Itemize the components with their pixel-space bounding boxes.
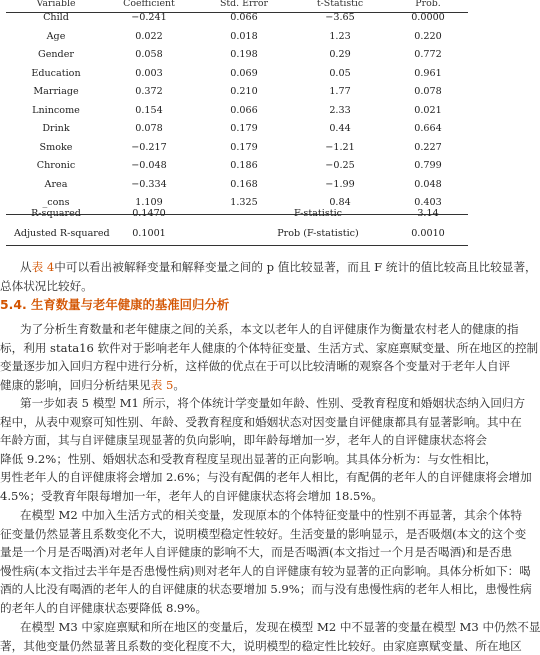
table-4-link[interactable]: 表 4 — [31, 260, 55, 274]
std-error-cell: 0.066 — [230, 12, 258, 23]
paragraph-line: 4.5%；受教育年限每增加一年，老年人的自评健康状态将会增加 18.5%。 — [0, 488, 384, 503]
header-std-error: Std. Error — [219, 0, 269, 9]
prob-cell: 0.961 — [414, 67, 442, 79]
std-error-cell: 0.168 — [230, 178, 258, 190]
header-coefficient: Coefficient — [123, 0, 175, 9]
stat-label: Prob (F-statistic) — [277, 228, 359, 239]
paragraph-line: 变量逐步加入回归方程中进行分析，这样做的优点在于可以比较清晰的观察各个变量对于老年人自评 — [0, 359, 511, 374]
paragraph-line: 年龄方面，其与自评健康呈现显著的负向影响，即年龄每增加一岁，老年人的自评健康状态将会 — [0, 433, 487, 448]
t-statistic-cell: 1.23 — [329, 30, 351, 42]
regression-table — [0, 0, 474, 239]
table-row — [0, 176, 474, 195]
stat-value: 0.1001 — [132, 228, 166, 239]
paragraph-line: 男性老年人的自评健康将会增加 2.6%；与没有配偶的老年人相比，有配偶的老年人的自评健康将会增加 — [0, 470, 532, 485]
header-t-statistic: t-Statistic — [316, 0, 364, 9]
paragraph-intro — [0, 320, 539, 394]
table-row — [0, 120, 474, 139]
table-row — [0, 9, 474, 28]
table-row — [0, 65, 474, 84]
prob-cell: 0.227 — [414, 141, 442, 153]
std-error-cell: 0.210 — [230, 86, 258, 97]
coefficient-cell: 0.154 — [135, 104, 163, 116]
paragraph-line: 健康的影响，回归分析结果见表 5。 — [0, 377, 185, 392]
paragraph-line: 在模型 M2 中加入生活方式的相关变量，发现原本的个体特征变量中的性别不再显著，其余个体特 — [20, 508, 522, 522]
table-body — [0, 9, 474, 213]
t-statistic-cell: 0.05 — [329, 67, 351, 79]
section-heading: 5.4. 生育数量与老年健康的基准回归分析 — [0, 297, 230, 312]
table-row — [0, 102, 474, 121]
coefficient-cell: 0.022 — [135, 30, 163, 42]
std-error-cell: 0.186 — [230, 160, 258, 171]
t-statistic-cell: −1.21 — [325, 141, 355, 153]
std-error-cell: 0.066 — [230, 104, 258, 116]
variable-cell: Age — [46, 30, 66, 42]
std-error-cell: 0.179 — [230, 141, 258, 153]
t-statistic-cell: 0.44 — [329, 123, 351, 134]
variable-cell: Lnincome — [32, 104, 80, 116]
prob-cell: 0.799 — [414, 160, 442, 171]
paragraph-line: 慢性病(本文指过去半年是否患慢性病)则对老年人的自评健康有较为显著的正向影响。具体分析如下：喝 — [0, 563, 531, 578]
paragraph-model-m2 — [0, 506, 532, 618]
paragraph-line: 征变量仍然显著且系数变化不大，说明模型稳定性较好。生活变量的影响显示，是否吸烟(本文的这个变 — [0, 526, 527, 541]
coefficient-cell: 0.003 — [135, 67, 163, 79]
coefficient-cell: −0.241 — [131, 12, 167, 23]
coefficient-cell: 0.372 — [135, 86, 163, 97]
prob-cell: 0.021 — [414, 104, 442, 116]
variable-cell: Education — [31, 67, 81, 79]
coefficient-cell: −0.334 — [131, 178, 167, 190]
stat-value: 0.0010 — [411, 228, 445, 239]
paragraph-model-m1 — [0, 394, 532, 506]
variable-cell: Child — [43, 12, 69, 23]
coefficient-cell: −0.217 — [131, 141, 167, 153]
t-statistic-cell: 2.33 — [329, 104, 351, 116]
paragraph-line: 程中，从表中观察可知性别、年龄、受教育程度和婚姻状态对因变量自评健康都具有显著影响。其中在 — [0, 414, 522, 429]
coefficient-cell: 0.078 — [135, 123, 163, 134]
stat-value: 0.1470 — [132, 208, 166, 219]
variable-cell: Smoke — [39, 141, 73, 153]
table-bottom-rule — [6, 245, 468, 246]
paragraph-model-m3 — [0, 618, 540, 655]
table-stats — [0, 204, 474, 244]
prob-cell: 0.772 — [414, 49, 442, 60]
stat-value: 3.14 — [417, 208, 439, 219]
coefficient-cell: −0.048 — [131, 160, 167, 171]
paragraph-line: 量是一个月是否喝酒)对老年人自评健康的影响不大，而是否喝酒(本文指过一个月是否喝酒)和是否患 — [0, 545, 513, 560]
paragraph-line: 酒的人比没有喝酒的老年人的自评健康的状态要增加 5.9%；而与没有患慢性病的老年人相比，患慢性病 — [0, 582, 532, 597]
stat-label: F-statistic — [293, 208, 343, 219]
prob-cell: 0.403 — [414, 197, 442, 208]
variable-cell: Area — [44, 178, 68, 190]
table-5-link[interactable]: 表 5 — [150, 377, 174, 392]
paragraph-line: 著，其他变量仍然显著且系数的变化程度不大，说明模型的稳定性比较好。由家庭禀赋变量、所在地区 — [0, 638, 522, 653]
t-statistic-cell: −0.25 — [325, 160, 355, 171]
paragraph-line: 标，利用 stata16 软件对于影响老年人健康的个体特征变量、生活方式、家庭禀赋变量、所在地区的控制 — [0, 340, 539, 355]
stat-label: R-squared — [31, 208, 81, 219]
std-error-cell: 0.198 — [230, 49, 258, 60]
t-statistic-cell: 0.84 — [329, 197, 351, 208]
std-error-cell: 0.069 — [230, 67, 258, 79]
paragraph-table4-summary — [0, 258, 537, 295]
std-error-cell: 0.018 — [230, 30, 258, 42]
coefficient-cell: 0.058 — [135, 49, 163, 60]
table-row — [0, 83, 474, 102]
variable-cell: Drink — [42, 123, 70, 134]
table-row — [0, 46, 474, 65]
t-statistic-cell: −1.99 — [325, 178, 355, 190]
stats-row — [0, 224, 474, 244]
stats-row — [0, 204, 474, 224]
coefficient-cell: 1.109 — [135, 197, 163, 208]
header-prob: Prob. — [415, 0, 441, 9]
paragraph-line: 总体状况比较好。 — [0, 278, 93, 293]
header-variable: Variable — [36, 0, 76, 9]
variable-cell: Marriage — [33, 86, 79, 97]
prob-cell: 0.664 — [414, 123, 442, 134]
paragraph-line: 为了分析生育数量和老年健康之间的关系，本文以老年人的自评健康作为衡量农村老人的健康的指 — [20, 322, 519, 336]
paragraph-line: 第一步如表 5 模型 M1 所示，将个体统计学变量如年龄、性别、受教育程度和婚姻状态纳入回归方 — [20, 396, 526, 410]
variable-cell: _cons — [42, 197, 70, 208]
table-row — [0, 28, 474, 47]
t-statistic-cell: −3.65 — [325, 12, 355, 23]
prob-cell: 0.078 — [414, 86, 442, 97]
table-row — [0, 157, 474, 176]
prob-cell: 0.0000 — [411, 12, 445, 23]
paragraph-line: 在模型 M3 中家庭禀赋和所在地区的变量后，发现在模型 M2 中不显著的变量在模型 M3 中仍然不显 — [20, 620, 540, 634]
prob-cell: 0.048 — [414, 178, 442, 190]
paragraph-line: 降低 9.2%；性别、婚姻状态和受教育程度呈现出显著的正向影响。其具体分析为：与女性相比， — [0, 451, 497, 466]
stat-label: Adjusted R-squared — [14, 228, 110, 239]
std-error-cell: 0.179 — [230, 123, 258, 134]
paragraph-line: 的老年人的自评健康状态要降低 8.9%。 — [0, 600, 208, 615]
prob-cell: 0.220 — [414, 30, 442, 42]
t-statistic-cell: 1.77 — [329, 86, 351, 97]
std-error-cell: 1.325 — [230, 197, 258, 208]
table-row — [0, 139, 474, 158]
paragraph-line: 从表 4中可以看出被解释变量和解释变量之间的 p 值比较显著，而且 F 统计的值比较高且比较显著， — [20, 260, 537, 274]
variable-cell: Chronic — [36, 160, 76, 171]
variable-cell: Gender — [38, 49, 74, 60]
t-statistic-cell: 0.29 — [329, 49, 351, 60]
